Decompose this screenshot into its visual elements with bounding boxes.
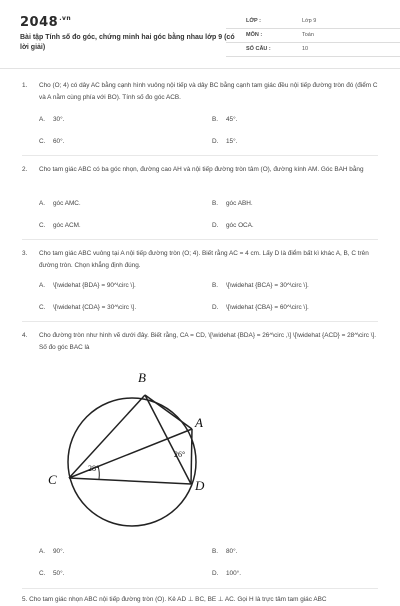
- document-header: [20, 15, 380, 60]
- answer-option-d[interactable]: D. 15°.: [212, 138, 238, 145]
- meta-key: LỚP :: [246, 18, 261, 24]
- question-text: Cho tam giác ABC vuông tại A nội tiếp đường tròn (O; 4). Biết rằng AC = 4 cm. Lấy D là điểm bất kì khác A, B, C trên đường tròn. Chọn khẳng định đúng.: [39, 250, 369, 269]
- label-c: C: [48, 472, 57, 487]
- question-text: Cho (O; 4) có dây AC bằng cạnh hình vuông nội tiếp và dây BC bằng cạnh tam giác đều nội tiếp đường tròn đó (điểm C và A nằm cùng phía với BO). Tính số đo góc ACB.: [39, 82, 378, 101]
- answer-option-a[interactable]: A. \[\widehat {BDA} = 90^\circ \].: [39, 282, 136, 289]
- label-a: A: [195, 415, 203, 430]
- question-text: Cho đường tròn như hình vẽ dưới đây. Biết rằng, CA = CD, \[\widehat {BDA} = 26^\circ ,\] \[\widehat {ACD} = 28^\circ \]. Số đo góc BAC là: [39, 332, 377, 351]
- answer-option-c[interactable]: C. \[\widehat {CDA} = 30^\circ \].: [39, 304, 137, 311]
- question-divider: [22, 155, 378, 156]
- meta-row-subject: [226, 29, 400, 43]
- segment-cd: [69, 478, 191, 484]
- question-number: 4.: [22, 332, 28, 339]
- document-title: Bài tập Tính số đo góc, chứng minh hai góc bằng nhau lớp 9 (có lời giải): [20, 34, 235, 51]
- question-divider: [22, 239, 378, 240]
- meta-row-count: [226, 43, 400, 57]
- header-divider: [0, 68, 400, 69]
- answer-option-d[interactable]: D. 100°.: [212, 570, 241, 577]
- meta-value: Lớp 9: [302, 18, 317, 24]
- answer-option-c[interactable]: C. 60°.: [39, 138, 65, 145]
- answer-option-c[interactable]: C. 50°.: [39, 570, 65, 577]
- answer-option-d[interactable]: D. góc OCA.: [212, 222, 254, 229]
- answer-option-b[interactable]: B. 80°.: [212, 548, 238, 555]
- circle-figure: [40, 365, 220, 537]
- question-number: 1.: [22, 82, 28, 89]
- segment-ad: [191, 429, 192, 484]
- label-d: D: [195, 478, 205, 493]
- label-b: B: [138, 370, 146, 385]
- meta-key: SỐ CÂU :: [246, 46, 271, 52]
- question-text: Cho tam giác ABC có ba góc nhọn, đường cao AH và nội tiếp đường tròn tâm (O), đường kính AM. Góc BAH bằng: [39, 166, 364, 173]
- question-divider: [22, 588, 378, 589]
- meta-value: 10: [302, 46, 309, 52]
- meta-row-grade: [226, 15, 400, 29]
- answer-option-c[interactable]: C. góc ACM.: [39, 222, 81, 229]
- angle-label-d: 26°: [174, 450, 186, 459]
- segment-ba: [145, 395, 192, 429]
- segment-cb: [69, 395, 145, 478]
- answer-option-d[interactable]: D. \[\widehat {CBA} = 60^\circ \].: [212, 304, 309, 311]
- answer-option-b[interactable]: B. 45°.: [212, 116, 238, 123]
- answer-option-b[interactable]: B. góc ABH.: [212, 200, 253, 207]
- question-number: 3.: [22, 250, 28, 257]
- meta-value: Toán: [302, 32, 314, 38]
- meta-key: MÔN :: [246, 32, 263, 38]
- answer-option-b[interactable]: B. \[\widehat {BCA} = 30^\circ \].: [212, 282, 309, 289]
- answer-option-a[interactable]: A. 30°.: [39, 116, 65, 123]
- answer-option-a[interactable]: A. 90°.: [39, 548, 65, 555]
- meta-table: [226, 15, 400, 57]
- question-5-partial: 5. Cho tam giác nhọn ABC nội tiếp đường tròn (O). Kẻ AD ⊥ BC, BE ⊥ AC. Gọi H là trực tâm tam giác ABC: [22, 596, 327, 603]
- angle-label-c: 28°: [88, 464, 100, 473]
- question-number: 2.: [22, 166, 28, 173]
- question-divider: [22, 321, 378, 322]
- answer-option-a[interactable]: A. góc AMC.: [39, 200, 81, 207]
- site-logo[interactable]: $2048^{.vn}$: [20, 15, 72, 30]
